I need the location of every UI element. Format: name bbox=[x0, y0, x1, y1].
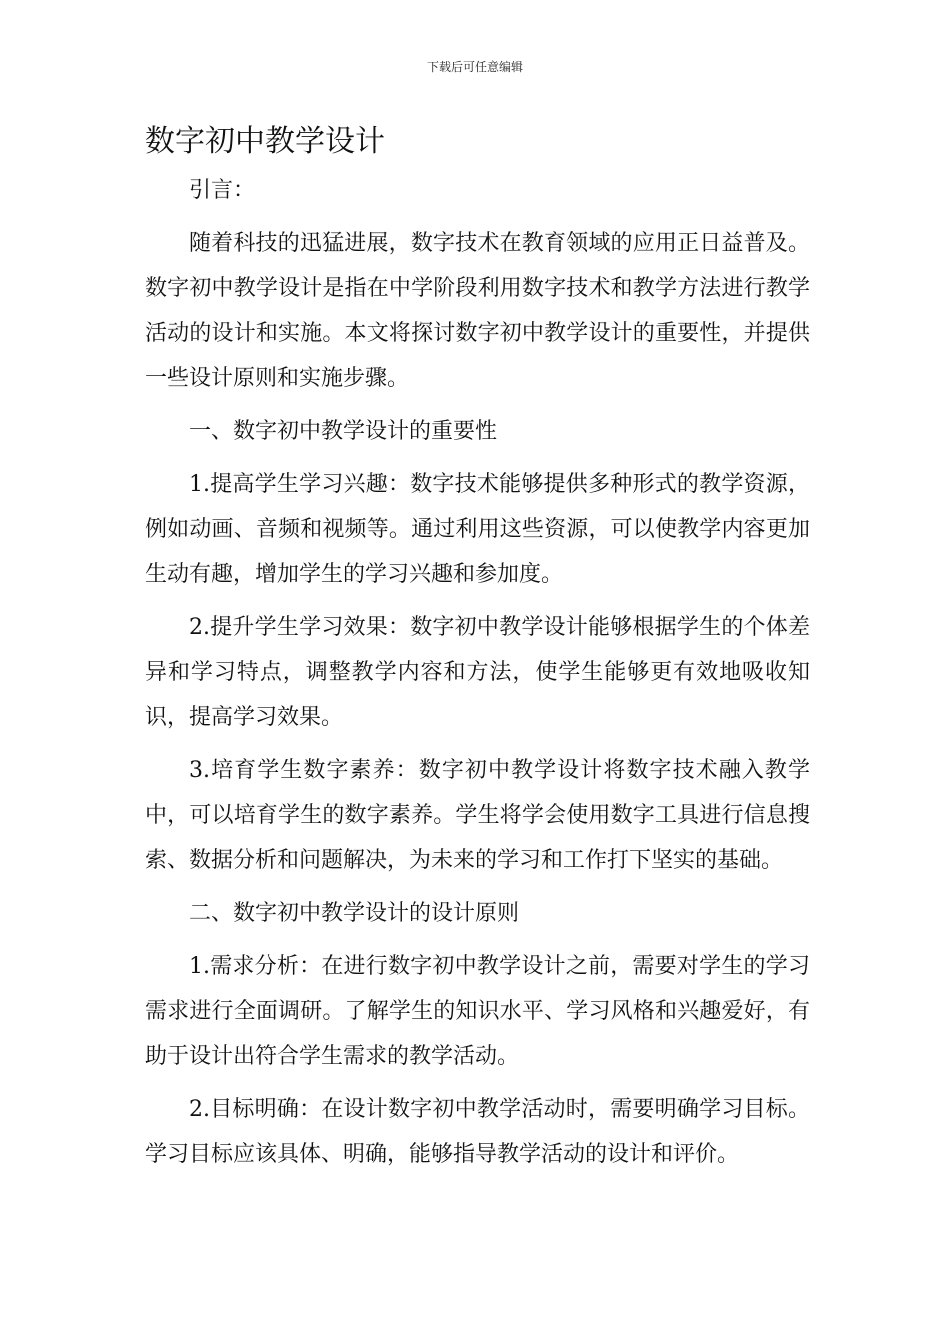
paragraph-intro: 随着科技的迅猛进展，数字技术在教育领域的应用正日益普及。数字初中教学设计是指在中学阶段利用数字技术和教学方法进行教学活动的设计和实施。本文将探讨数字初中教学设计的重要性，并提供一些设计原则和实施步骤。 bbox=[145, 231, 810, 391]
document-body bbox=[145, 168, 810, 1185]
paragraph-item: 2.提升学生学习效果：数字初中教学设计能够根据学生的个体差异和学习特点，调整教学内容和方法，使学生能够更有效地吸收知识，提高学习效果。 bbox=[145, 615, 810, 730]
section-heading-importance: 一、数字初中教学设计的重要性 bbox=[189, 419, 498, 444]
document-title: 数字初中教学设计 bbox=[145, 124, 385, 159]
paragraph-item: 1.需求分析：在进行数字初中教学设计之前，需要对学生的学习需求进行全面调研。了解学生的知识水平、学习风格和兴趣爱好，有助于设计出符合学生需求的教学活动。 bbox=[145, 954, 810, 1069]
paragraph-item: 2.目标明确：在设计数字初中教学活动时，需要明确学习目标。学习目标应该具体、明确，能够指导教学活动的设计和评价。 bbox=[145, 1097, 810, 1167]
paragraph-item: 1.提高学生学习兴趣：数字技术能够提供多种形式的教学资源，例如动画、音频和视频等。通过利用这些资源，可以使教学内容更加生动有趣，增加学生的学习兴趣和参加度。 bbox=[145, 472, 810, 587]
paragraph-intro-label: 引言： bbox=[189, 178, 256, 203]
header-note: 下载后可任意编辑 bbox=[426, 60, 523, 74]
section-heading-principles: 二、数字初中教学设计的设计原则 bbox=[189, 901, 520, 926]
paragraph-item: 3.培育学生数字素养：数字初中教学设计将数字技术融入教学中，可以培育学生的数字素养。学生将学会使用数字工具进行信息搜索、数据分析和问题解决，为未来的学习和工作打下坚实的基础。 bbox=[145, 758, 810, 873]
